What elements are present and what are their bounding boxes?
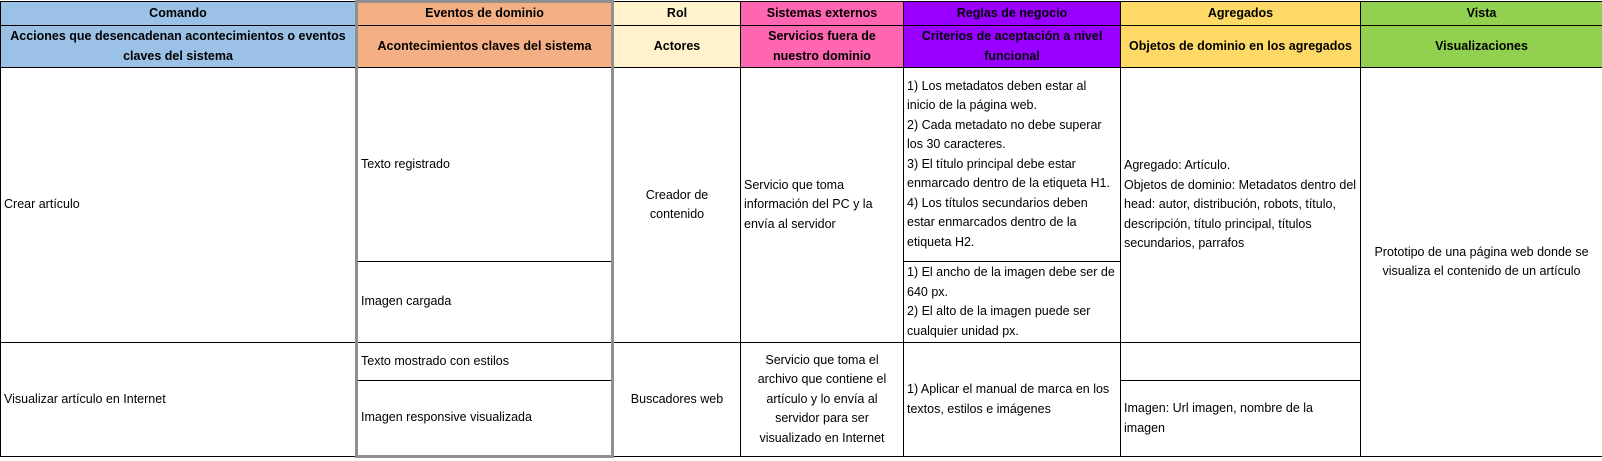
subheader-externos: Servicios fuera de nuestro dominio bbox=[741, 26, 904, 68]
regla-line: 2) Cada metadato no debe superar los 30 caracteres. bbox=[907, 117, 1102, 152]
subheader-comando: Acciones que desencadenan acontecimientos o eventos claves del sistema bbox=[1, 26, 357, 68]
header-comando: Comando bbox=[1, 2, 357, 26]
agregado-visualizar-vacio bbox=[1121, 343, 1361, 381]
agregado-line: Agregado: Artículo. bbox=[1124, 158, 1231, 173]
header-vista: Vista bbox=[1361, 2, 1602, 26]
vista-prototipo: Prototipo de una página web donde se visualiza el contenido de un artículo bbox=[1361, 68, 1602, 457]
table-row bbox=[1, 68, 1602, 262]
evento-imagen-responsive: Imagen responsive visualizada bbox=[357, 381, 613, 457]
evento-texto-mostrado: Texto mostrado con estilos bbox=[357, 343, 613, 381]
regla-line: 2) El alto de la imagen puede ser cualquier unidad px. bbox=[907, 304, 1091, 338]
header-externos: Sistemas externos bbox=[741, 2, 904, 26]
regla-line: 1) El ancho de la imagen debe ser de 640 px. bbox=[907, 265, 1115, 299]
agregado-visualizar-imagen: Imagen: Url imagen, nombre de la imagen bbox=[1121, 381, 1361, 457]
reglas-crear-imagen bbox=[904, 262, 1121, 343]
comando-visualizar: Visualizar artículo en Internet bbox=[1, 343, 357, 457]
header-agregados: Agregados bbox=[1121, 2, 1361, 26]
rol-buscadores: Buscadores web bbox=[613, 343, 741, 457]
externo-crear: Servicio que toma información del PC y la envía al servidor bbox=[741, 68, 904, 343]
header-rol: Rol bbox=[613, 2, 741, 26]
subheader-eventos: Acontecimientos claves del sistema bbox=[357, 26, 613, 68]
externo-visualizar: Servicio que toma el archivo que contiene el artículo y lo envía al servidor para ser visualizado en Internet bbox=[741, 343, 904, 457]
comando-crear: Crear artículo bbox=[1, 68, 357, 343]
subheader-rol: Actores bbox=[613, 26, 741, 68]
evento-texto-registrado: Texto registrado bbox=[357, 68, 613, 262]
agregado-crear bbox=[1121, 68, 1361, 343]
reglas-visualizar: 1) Aplicar el manual de marca en los textos, estilos e imágenes bbox=[904, 343, 1121, 457]
rol-creador: Creador de contenido bbox=[613, 68, 741, 343]
subheader-agregados: Objetos de dominio en los agregados bbox=[1121, 26, 1361, 68]
header-reglas: Reglas de negocio bbox=[904, 2, 1121, 26]
regla-line: 4) Los títulos secundarios deben estar enmarcados dentro de la etiqueta H2. bbox=[907, 195, 1088, 249]
header-title-row bbox=[1, 2, 1602, 26]
subheader-reglas: Criterios de aceptación a nivel funcional bbox=[904, 26, 1121, 68]
reglas-crear-texto bbox=[904, 68, 1121, 262]
header-eventos: Eventos de dominio bbox=[357, 2, 613, 26]
agregado-line: Objetos de dominio: Metadatos dentro del head: autor, distribución, robots, título, descripción, título principal, títulos secundarios, parrafos bbox=[1124, 177, 1357, 251]
regla-line: 1) Los metadatos deben estar al inicio de la página web. bbox=[907, 78, 1087, 113]
header-subtitle-row bbox=[1, 26, 1602, 68]
evento-imagen-cargada: Imagen cargada bbox=[357, 262, 613, 343]
subheader-vista: Visualizaciones bbox=[1361, 26, 1602, 68]
regla-line: 3) El título principal debe estar enmarcado dentro de la etiqueta H1. bbox=[907, 156, 1110, 191]
